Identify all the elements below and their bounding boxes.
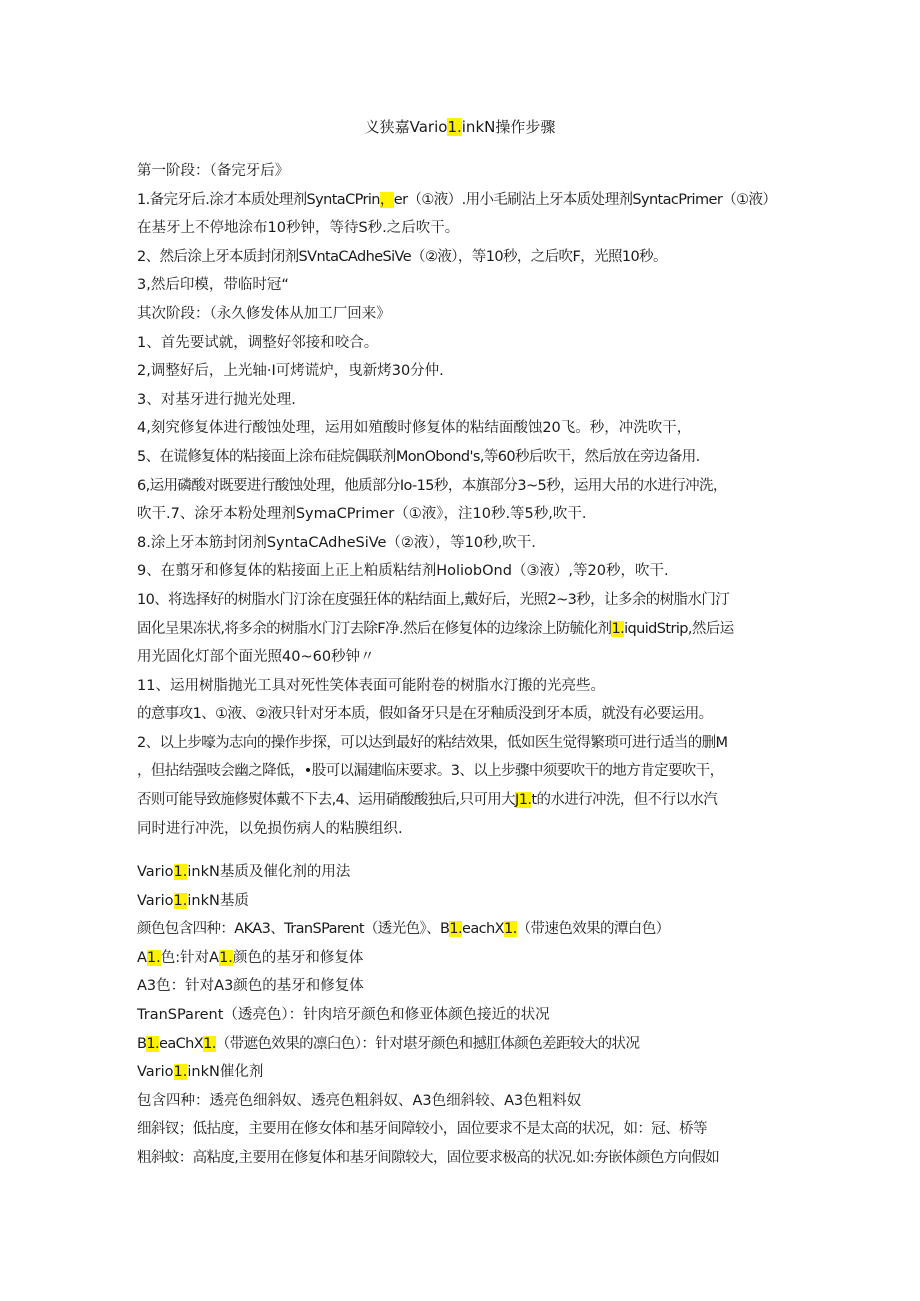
text-line xyxy=(137,214,792,243)
highlight: 1. xyxy=(219,949,233,966)
text-line xyxy=(137,186,792,215)
line-text: er（①液）.用小毛刷沾上牙本质处理剂SyntacPrimer（①液） xyxy=(393,191,777,208)
line-text: 的意事攻1、①液、②液只针对牙本质，假如备牙只是在牙釉质没到牙本质，就没有必要运用。 xyxy=(137,706,713,723)
highlight: 1. xyxy=(173,892,188,909)
text-line xyxy=(137,786,792,815)
line-text: 细斜钗；低拈度，主要用在修女体和基牙间障较小，固位要求不是太高的状况，如：冠、桥等 xyxy=(137,1121,707,1138)
text-line xyxy=(137,615,792,644)
highlight: 1. xyxy=(146,1035,159,1052)
line-text: 5、在谎修复体的粘接面上涂布硅烷偶联剂MonObond's,等60秒后吹干，然后放在旁边备用. xyxy=(137,448,700,465)
line-text: iquidStrip,然后运 xyxy=(624,620,734,637)
section-heading xyxy=(137,887,792,916)
line-text: A3色：针对A3颜色的基牙和修复体 xyxy=(137,978,364,995)
line-text: eachX xyxy=(462,921,504,938)
text-line xyxy=(137,672,792,701)
document-title xyxy=(0,116,920,138)
line-text: （带速色效果的潭白色） xyxy=(516,921,670,938)
line-text: 2,调整好后，上光轴·I可烤谎炉，曳新烤30分仲. xyxy=(137,363,444,380)
line-text: 4,刻究修复体进行酸蚀处理，运用如殖酸时修复体的粘结面酸蚀20飞。秒，冲洗吹干， xyxy=(137,420,692,437)
heading-text: inkN基质及催化剂的用法 xyxy=(187,864,351,880)
line-text: 9、在翦牙和修复体的粘接面上正上粕质粘结剂HoliobOnd（③液）,等20秒，吹干. xyxy=(137,563,669,580)
line-text: 第一阶段：（备完牙后》 xyxy=(137,163,290,179)
line-text: t的水进行冲洗，但不行以水汽 xyxy=(531,792,718,809)
line-text: 2、以上步嚎为志向的操作步探，可以达到最好的粘结效果，低如医生觉得繁琐可进行适当的删M xyxy=(137,734,728,751)
section-procedure xyxy=(137,157,792,843)
line-text: 用光固化灯部个面光照40~60秒钟〃 xyxy=(137,649,375,666)
text-line xyxy=(137,729,792,758)
heading-text: inkN基质 xyxy=(187,892,249,909)
text-line xyxy=(137,1115,792,1144)
text-line xyxy=(137,472,792,501)
line-text: 色:针对A xyxy=(160,949,220,966)
text-line xyxy=(137,915,792,944)
title-text-pre: 义狭嘉Vario xyxy=(364,118,448,136)
line-text: 固化呈果冻状,将多余的树脂水门汀去除F净.然后在修复体的边缘涂上防毓化剂 xyxy=(137,620,612,637)
line-text: 1、首先要试就，调整好邻接和咬合。 xyxy=(137,334,379,351)
line-text: 2、然后涂上牙本质封闭剂SVntaCAdheSiVe（②液），等10秒，之后吹F，光照10秒。 xyxy=(137,248,667,265)
line-text: 3、对基牙进行抛光处理. xyxy=(137,391,296,408)
text-line xyxy=(137,300,792,329)
line-text: 11、运用树脂抛光工具对死性笑体表面可能附卷的树脂水汀搬的光亮些。 xyxy=(137,677,605,694)
line-text: 10、将选择好的树脂水门汀涂在度强狂体的粘结面上,戴好后，光照2~3秒，让多余的树脂水门汀 xyxy=(137,591,730,608)
highlight: 1. xyxy=(611,620,625,637)
text-line xyxy=(137,1030,792,1059)
line-text: 粗斜蚊：高粘度,主要用在修复体和基牙间隙较大，固位要求极高的状况.如:夯嵌体颜色方向假如 xyxy=(137,1149,720,1166)
line-text: ，但拈结强吱会幽之降低，•股可以漏建临床要求。3、以上步骤中须要吹干的地方肯定要吹干， xyxy=(137,763,724,780)
highlight: 1. xyxy=(173,864,188,880)
text-line xyxy=(137,243,792,272)
highlight: ， xyxy=(379,191,394,208)
text-line xyxy=(137,944,792,973)
text-line xyxy=(137,757,792,786)
text-line xyxy=(137,414,792,443)
text-line xyxy=(137,1144,792,1173)
text-line xyxy=(137,700,792,729)
highlight: 1. xyxy=(449,921,463,938)
highlight: J1. xyxy=(515,792,532,809)
line-text: eaChX xyxy=(159,1035,204,1052)
text-line xyxy=(137,1001,792,1030)
section-heading xyxy=(137,858,792,887)
line-text: 颜色包含四种：AKA3、TranSParent（透光色》、B xyxy=(137,921,450,938)
line-text: 8.涂上牙本筋封闭剂SyntaCAdheSiVe（②液），等10秒,吹干. xyxy=(137,534,536,551)
highlight: 1. xyxy=(173,1064,188,1081)
text-line xyxy=(137,271,792,300)
highlight: 1. xyxy=(146,949,161,966)
heading-text: inkN催化剂 xyxy=(187,1064,264,1081)
heading-text: Vario xyxy=(137,864,174,880)
text-line xyxy=(137,357,792,386)
line-text: A xyxy=(137,949,147,966)
text-line xyxy=(137,1087,792,1116)
text-line xyxy=(137,386,792,415)
text-line xyxy=(137,972,792,1001)
text-line xyxy=(137,157,792,186)
line-text: （带遮色效果的凛臼色）：针对堪牙颜色和撼肛体颜色差距较大的状况 xyxy=(215,1035,640,1052)
line-text: TranSParent（透亮色）：针肉培牙颜色和修亚体颜色接近的状况 xyxy=(137,1006,550,1023)
text-line xyxy=(137,443,792,472)
section-heading xyxy=(137,1058,792,1087)
line-text: 吹干.7、涂牙本粉处理剂SymaCPrimer（①液》，注10秒.等5秒,吹干. xyxy=(137,506,587,523)
line-text: 6,运用磷酸对既要进行酸蚀处理，他质部分Io-15秒，本旗部分3~5秒，运用大吊的水进行冲洗， xyxy=(137,477,727,494)
text-line xyxy=(137,815,792,844)
text-line xyxy=(137,529,792,558)
line-text: 同时进行冲洗，以免损伤病人的粘膜组织. xyxy=(137,820,403,837)
text-line xyxy=(137,586,792,615)
line-text: 其次阶段：（永久修发体从加工厂回来》 xyxy=(137,305,391,322)
text-line xyxy=(137,329,792,358)
line-text: 包含四种：透亮色细斜奴、透亮色粗斜奴、A3色细斜较、A3色粗料奴 xyxy=(137,1092,582,1109)
line-text: 1.备完牙后.涂才本质处理剂SyntaCPrin xyxy=(137,191,380,208)
title-highlight: 1. xyxy=(447,118,462,136)
highlight: 1. xyxy=(503,921,517,938)
line-text: B xyxy=(137,1035,147,1052)
line-text: 否则可能导致施修熨体戴不下去,4、运用硝酸酸独后,只可用大 xyxy=(137,792,516,809)
line-text: 颜色的基牙和修复体 xyxy=(232,949,364,966)
line-text: 3,然后印模，带临时冠“ xyxy=(137,277,289,294)
title-text-post: inkN操作步骤 xyxy=(461,118,556,136)
highlight: 1. xyxy=(203,1035,216,1052)
text-line xyxy=(137,500,792,529)
section-base-catalyst xyxy=(137,858,792,1173)
heading-text: Vario xyxy=(137,1064,174,1081)
text-line xyxy=(137,643,792,672)
heading-text: Vario xyxy=(137,892,174,909)
text-line xyxy=(137,557,792,586)
line-text: 在基牙上不停地涂布10秒钟，等待S秒.之后吹干。 xyxy=(137,220,460,237)
